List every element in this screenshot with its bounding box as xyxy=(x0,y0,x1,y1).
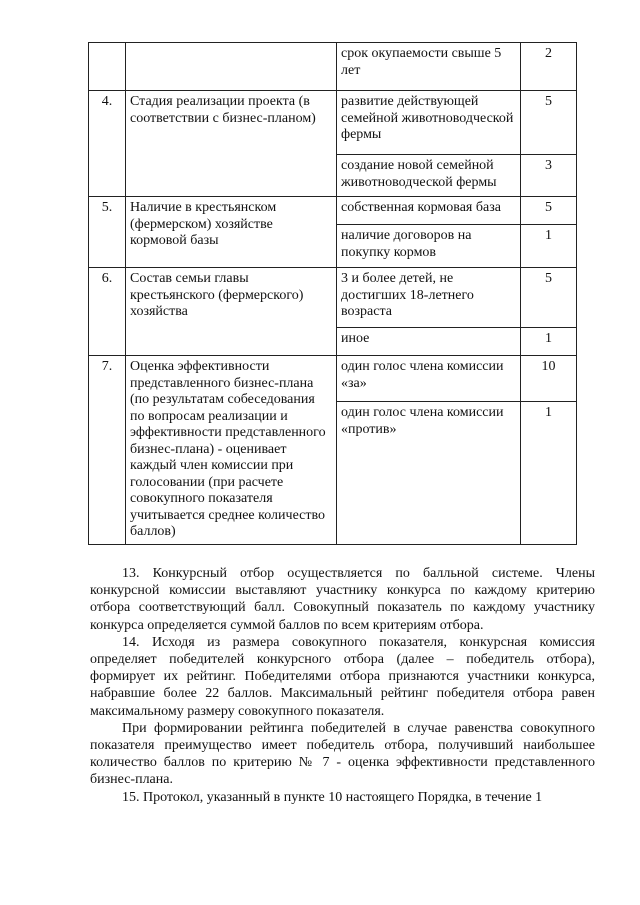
table-row xyxy=(89,197,577,225)
table-row xyxy=(89,356,577,402)
table-row xyxy=(89,268,577,328)
option-cell: развитие действующей семейной животноводческой фермы xyxy=(337,91,521,155)
row-number: 7. xyxy=(89,356,126,545)
criteria-table xyxy=(88,42,577,545)
option-cell: 3 и более детей, не достигших 18-летнего возраста xyxy=(337,268,521,328)
option-cell: собственная кормовая база xyxy=(337,197,521,225)
table-row xyxy=(89,91,577,155)
option-cell: один голос члена комиссии «за» xyxy=(337,356,521,402)
paragraph-14: 14. Исходя из размера совокупного показателя, конкурсная комиссия определяет победителей конкурсного отбора (далее – победитель отбора), формирует их рейтинг. Победителями отбора признаются участники конкурса, набравшие более 22 баллов. Максимальный рейтинг победителя отбора равен максимальному размеру совокупного показателя. xyxy=(90,634,595,719)
option-cell: один голос члена комиссии «против» xyxy=(337,402,521,545)
criterion-cell: Стадия реализации проекта (в соответствии с бизнес-планом) xyxy=(126,91,337,197)
option-cell: создание новой семейной животноводческой фермы xyxy=(337,155,521,197)
score-cell: 1 xyxy=(521,225,577,268)
score-cell: 5 xyxy=(521,268,577,328)
paragraph-15: 15. Протокол, указанный в пункте 10 настоящего Порядка, в течение 1 xyxy=(122,789,543,805)
option-cell: наличие договоров на покупку кормов xyxy=(337,225,521,268)
table-row xyxy=(89,43,577,91)
option-cell: иное xyxy=(337,328,521,356)
score-cell: 1 xyxy=(521,328,577,356)
row-number xyxy=(89,43,126,91)
row-number: 4. xyxy=(89,91,126,197)
criterion-cell xyxy=(126,43,337,91)
score-cell: 3 xyxy=(521,155,577,197)
score-cell: 5 xyxy=(521,197,577,225)
score-cell: 5 xyxy=(521,91,577,155)
paragraph-14-continued: При формировании рейтинга победителей в случае равенства совокупного показателя преимущество имеет победитель отбора, получивший наибольшее количество баллов по критерию № 7 - оценка эффективности представленного бизнес-плана. xyxy=(90,720,595,788)
criterion-cell: Состав семьи главы крестьянского (фермерского) хозяйства xyxy=(126,268,337,356)
score-cell: 2 xyxy=(521,43,577,91)
score-cell: 10 xyxy=(521,356,577,402)
criterion-cell: Оценка эффективности представленного бизнес-плана (по результатам собеседования по вопросам реализации и эффективности представленного бизнес-плана) - оценивает каждый член комиссии при голосовании (при расчете совокупного показателя учитывается среднее количество баллов) xyxy=(126,356,337,545)
body-text xyxy=(90,565,595,806)
row-number: 5. xyxy=(89,197,126,268)
score-cell: 1 xyxy=(521,402,577,545)
option-cell: срок окупаемости свыше 5 лет xyxy=(337,43,521,91)
paragraph-13: 13. Конкурсный отбор осуществляется по балльной системе. Члены конкурсной комиссии выставляют участнику конкурса по каждому критерию отбора соответствующий балл. Совокупный показатель по каждому участнику конкурса определяется суммой баллов по всем критериям отбора. xyxy=(90,566,595,633)
criterion-cell: Наличие в крестьянском (фермерском) хозяйстве кормовой базы xyxy=(126,197,337,268)
row-number: 6. xyxy=(89,268,126,356)
